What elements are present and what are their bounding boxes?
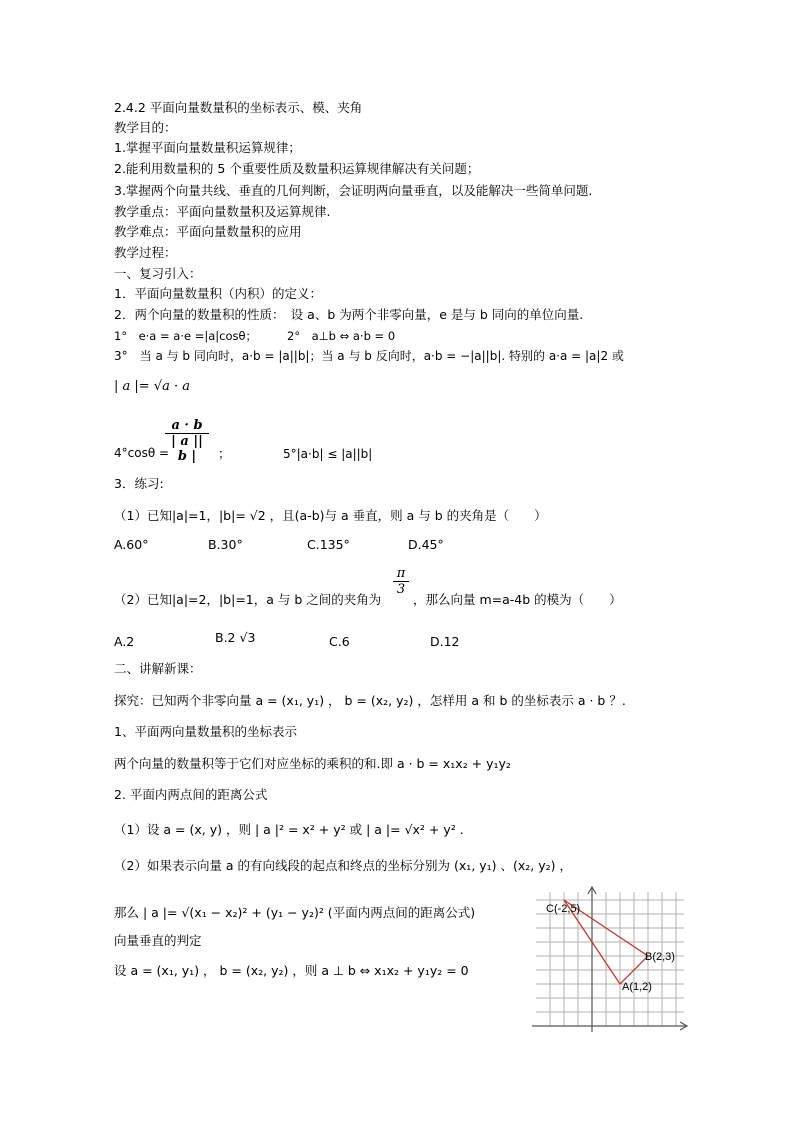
cos-numerator: a · b	[171, 418, 203, 433]
section-2-heading: 2. 平面内两点间的距离公式	[114, 787, 268, 802]
angle-numerator: π	[396, 566, 406, 581]
section-3-heading: 向量垂直的判定	[114, 933, 202, 948]
q2-option-b: B.2 √3	[215, 630, 256, 645]
point-a-label: A(1,2)	[622, 981, 652, 993]
section-1-heading: 1、平面两向量数量积的坐标表示	[114, 724, 297, 739]
difficulty: 教学难点：平面向量数量积的应用	[114, 224, 302, 239]
property-4-semicolon: ；	[218, 446, 231, 461]
goal-1: 1.掌握平面向量数量积运算规律；	[114, 140, 301, 155]
angle-denominator: 3	[393, 581, 409, 597]
question-1: （1）已知|a|=1，|b|= √2 ，且(a-b)与 a 垂直，则 a 与 b 的夹角是（ ）	[114, 508, 547, 523]
section-2-item-1: （1）设 a = (x, y) ，则 | a |² = x² + y² 或 | a |= √x² + y² .	[114, 822, 464, 837]
exercise-heading: 3．练习:	[114, 476, 164, 491]
coordinate-figure	[524, 886, 692, 1036]
question-2-after: ，那么向量 m=a-4b 的模为（ ）	[413, 592, 622, 607]
property-3: 3° 当 a 与 b 同向时，a·b = |a||b|；当 a 与 b 反向时，a·b = −|a||b|. 特别的 a·a = |a|2 或	[114, 349, 624, 363]
review-heading: 一、复习引入：	[114, 266, 202, 281]
property-2: 2° a⊥b ⇔ a·b = 0	[287, 329, 396, 343]
new-heading: 二、讲解新课：	[114, 661, 202, 676]
q1-option-b: B.30°	[208, 537, 243, 552]
key-point: 教学重点：平面向量数量积及运算规律.	[114, 204, 331, 219]
q1-option-c: C.135°	[307, 537, 350, 552]
property-1: 1° e·a = a·e =|a|cosθ；	[114, 329, 258, 343]
question-2-before: （2）已知|a|=2，|b|=1，a 与 b 之间的夹角为	[114, 592, 382, 607]
goal-3: 3.掌握两个向量共线、垂直的几何判断，会证明两向量垂直，以及能解决一些简单问题.	[114, 183, 593, 198]
page-title: 2.4.2 平面向量数量积的坐标表示、模、夹角	[114, 100, 363, 115]
norm-formula: | a |= √a · a	[114, 379, 190, 394]
section-2-item-2: （2）如果表示向量 a 的有向线段的起点和终点的坐标分别为 (x₁, y₁) 、(x₂, y₂) ，	[114, 858, 573, 873]
review-item-1: 1．平面向量数量积（内积）的定义：	[114, 286, 322, 301]
point-c-label: C(-2,5)	[546, 903, 581, 915]
section-3-text: 设 a = (x₁, y₁) ， b = (x₂, y₂) ，则 a ⊥ b ⇔ x₁x₂ + y₁y₂ = 0	[114, 963, 469, 978]
cos-denominator: | a || b |	[165, 433, 209, 464]
angle-fraction	[393, 566, 409, 597]
q1-option-d: D.45°	[408, 537, 444, 552]
q2-option-d: D.12	[430, 634, 460, 649]
explore-text: 探究：已知两个非零向量 a = (x₁, y₁) ， b = (x₂, y₂) ，怎样用 a 和 b 的坐标表示 a · b ？.	[114, 693, 626, 708]
goal-2: 2.能利用数量积的 5 个重要性质及数量积运算规律解决有关问题；	[114, 161, 480, 176]
process: 教学过程：	[114, 245, 177, 260]
q2-option-a: A.2	[114, 634, 135, 649]
q2-option-c: C.6	[329, 634, 350, 649]
point-b-label: B(2,3)	[645, 951, 675, 963]
property-5: 5°|a·b| ≤ |a||b|	[283, 447, 373, 461]
goals-heading: 教学目的：	[114, 120, 177, 135]
section-2-item-3: 那么 | a |= √(x₁ − x₂)² + (y₁ − y₂)² (平面内两点间的距离公式)	[114, 905, 476, 920]
q1-option-a: A.60°	[114, 537, 149, 552]
section-1-text: 两个向量的数量积等于它们对应坐标的乘积的和.即 a · b = x₁x₂ + y₁y₂	[114, 756, 511, 771]
property-4-label: 4°cosθ =	[114, 446, 170, 460]
review-item-2: 2．两个向量的数量积的性质： 设 a、b 为两个非零向量，e 是与 b 同向的单位向量.	[114, 307, 584, 322]
cos-fraction	[165, 418, 209, 464]
